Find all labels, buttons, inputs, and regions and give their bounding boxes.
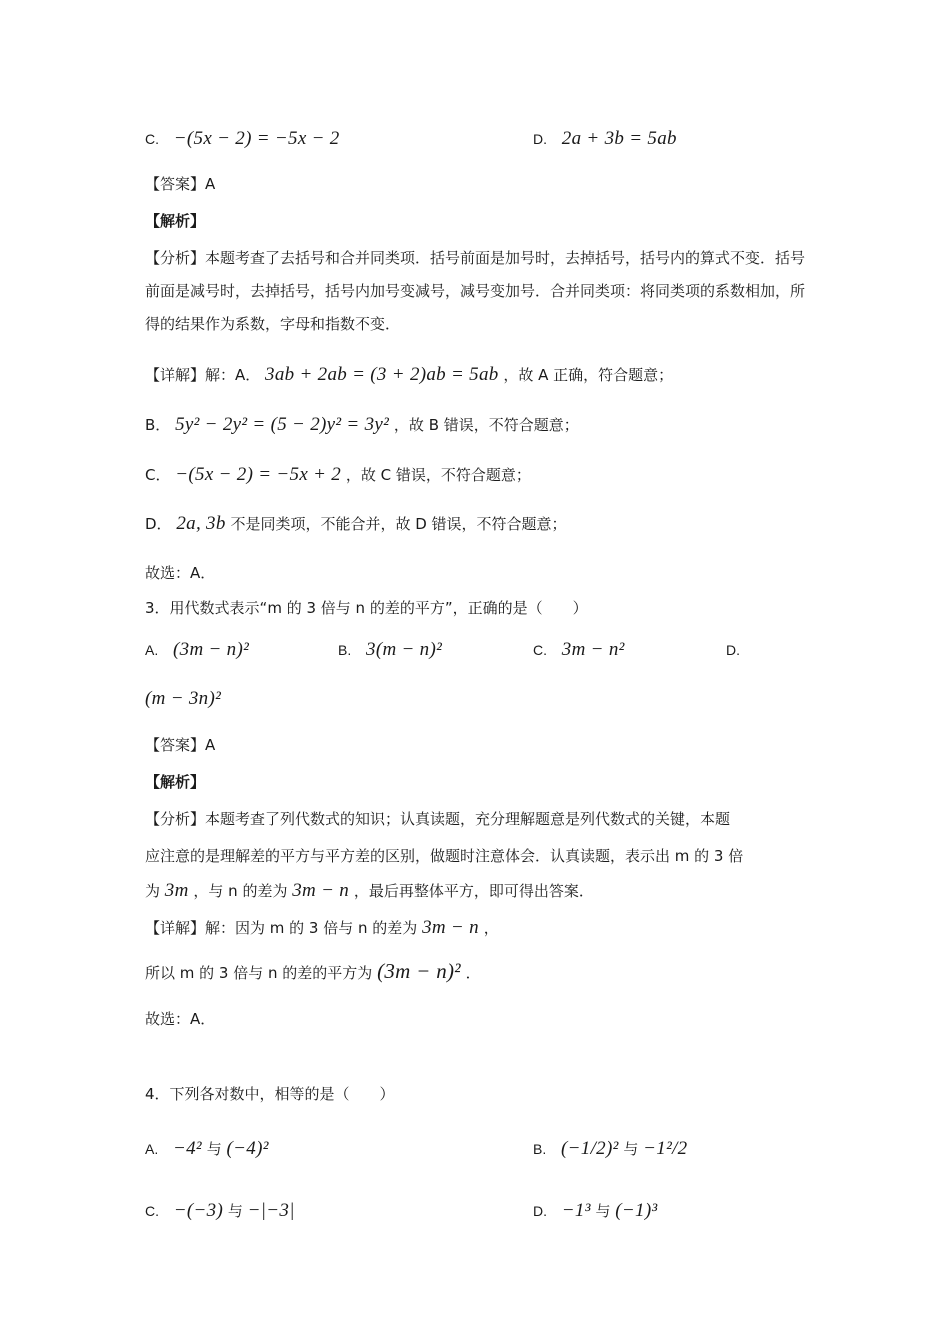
math-expression: (−4)² [226, 1138, 269, 1159]
math-expression: 3ab + 2ab = (3 + 2)ab = 5ab [265, 364, 499, 385]
detail-suffix: ，故 B 错误，不符合题意； [393, 416, 579, 434]
q2-detail-a [145, 364, 673, 386]
q3-option-d-label [726, 641, 750, 659]
q3-option-c [533, 639, 625, 661]
option-label: C. [145, 1203, 159, 1219]
math-expression: −(−3) [173, 1200, 224, 1221]
math-expression: 2a + 3b = 5ab [561, 128, 677, 149]
q3-detail-line-2 [145, 959, 481, 984]
option-label: B. [338, 642, 352, 658]
q4-option-c [145, 1200, 295, 1222]
q4-stem: 4．下列各对数中，相等的是（ ） [145, 1085, 395, 1103]
math-expression: (3m − n)² [377, 959, 461, 983]
math-expression: −(5x − 2) = −5x + 2 [175, 464, 342, 485]
q2-detail-c [145, 464, 531, 486]
math-expression: −|−3| [247, 1200, 295, 1221]
q3-analysis-line-1: 【分析】本题考查了列代数式的知识；认真读题，充分理解题意是列代数式的关键，本题 [145, 810, 731, 828]
text-fragment: 与 [623, 1140, 639, 1158]
math-expression: (−1/2)² [561, 1138, 619, 1159]
q2-analysis: 【分析】本题考查了去括号和合并同类项．括号前面是加号时，去掉括号，括号内的算式不变．括号前面是减号时，去掉括号，括号内加号变减号，减号变加号．合并同类项：将同类项的系数相加，所得的结果作为系数，字母和指数不变． [145, 249, 806, 333]
detail-prefix: C． [145, 466, 171, 484]
text-fragment: 所以 m 的 3 倍与 n 的差的平方为 [145, 964, 373, 982]
q2-choose: 故选：A． [145, 564, 216, 582]
math-expression: 3m − n² [561, 639, 625, 660]
option-label: B. [533, 1141, 547, 1157]
q4-option-d [533, 1200, 657, 1222]
option-label: A. [145, 642, 159, 658]
q3-answer: 【答案】A [145, 736, 216, 754]
text-fragment: 与 [206, 1140, 222, 1158]
math-expression: 5y² − 2y² = (5 − 2)y² = 3y² [175, 414, 390, 435]
math-expression: −4² [173, 1138, 202, 1159]
detail-suffix: ，故 C 错误，不符合题意； [345, 466, 531, 484]
detail-prefix: D． [145, 515, 172, 533]
math-expression: 3m − n [292, 880, 350, 901]
text-fragment: 为 [145, 882, 161, 900]
text-fragment: 【详解】解：因为 m 的 3 倍与 n 的差为 [145, 919, 418, 937]
math-expression: 3(m − n)² [366, 639, 443, 660]
q2-jiexi-heading: 【解析】 [145, 212, 206, 230]
math-expression: 3m − n [422, 917, 479, 938]
q3-option-a [145, 639, 249, 661]
text-fragment: ． [465, 964, 481, 982]
math-expression: −(5x − 2) = −5x − 2 [173, 128, 340, 149]
option-label: D. [533, 131, 547, 147]
q3-detail-line-1 [145, 917, 499, 939]
math-expression: −1³ [561, 1200, 591, 1221]
q3-option-d [145, 688, 221, 710]
q2-option-c [145, 128, 340, 150]
q3-stem: 3．用代数式表示“m 的 3 倍与 n 的差的平方”，正确的是（ ） [145, 599, 588, 617]
q4-option-b [533, 1138, 687, 1160]
text-fragment: 与 [227, 1202, 243, 1220]
option-label: D. [726, 642, 740, 658]
math-expression: (−1)³ [615, 1200, 658, 1221]
option-label: C. [533, 642, 547, 658]
option-label: C. [145, 131, 159, 147]
detail-suffix: 不是同类项，不能合并，故 D 错误，不符合题意； [230, 515, 567, 533]
option-label: D. [533, 1203, 547, 1219]
detail-prefix: B． [145, 416, 171, 434]
q3-choose: 故选：A． [145, 1010, 216, 1028]
q3-analysis-line-2: 应注意的是理解差的平方与平方差的区别，做题时注意体会．认真读题，表示出 m 的 3 倍 [145, 847, 744, 865]
text-fragment: ， [483, 919, 499, 937]
text-fragment: 与 [595, 1202, 611, 1220]
q3-analysis-line-3 [145, 880, 594, 902]
math-expression: (m − 3n)² [145, 688, 222, 709]
detail-suffix: ，故 A 正确，符合题意； [503, 366, 674, 384]
text-fragment: ，与 n 的差为 [193, 882, 288, 900]
math-expression: 3m [164, 880, 189, 901]
detail-prefix: 【详解】解：A． [145, 366, 261, 384]
math-expression: −1²/2 [643, 1138, 688, 1159]
math-expression: 2a, 3b [176, 513, 226, 534]
text-fragment: ，最后再整体平方，即可得出答案． [353, 882, 594, 900]
q2-option-d [533, 128, 677, 150]
q3-jiexi-heading: 【解析】 [145, 773, 206, 791]
q2-detail-b [145, 414, 579, 436]
option-label: A. [145, 1141, 159, 1157]
q4-option-a [145, 1138, 269, 1160]
math-expression: (3m − n)² [173, 639, 250, 660]
q3-option-b [338, 639, 442, 661]
q2-detail-d [145, 513, 567, 535]
q2-answer: 【答案】A [145, 175, 216, 193]
